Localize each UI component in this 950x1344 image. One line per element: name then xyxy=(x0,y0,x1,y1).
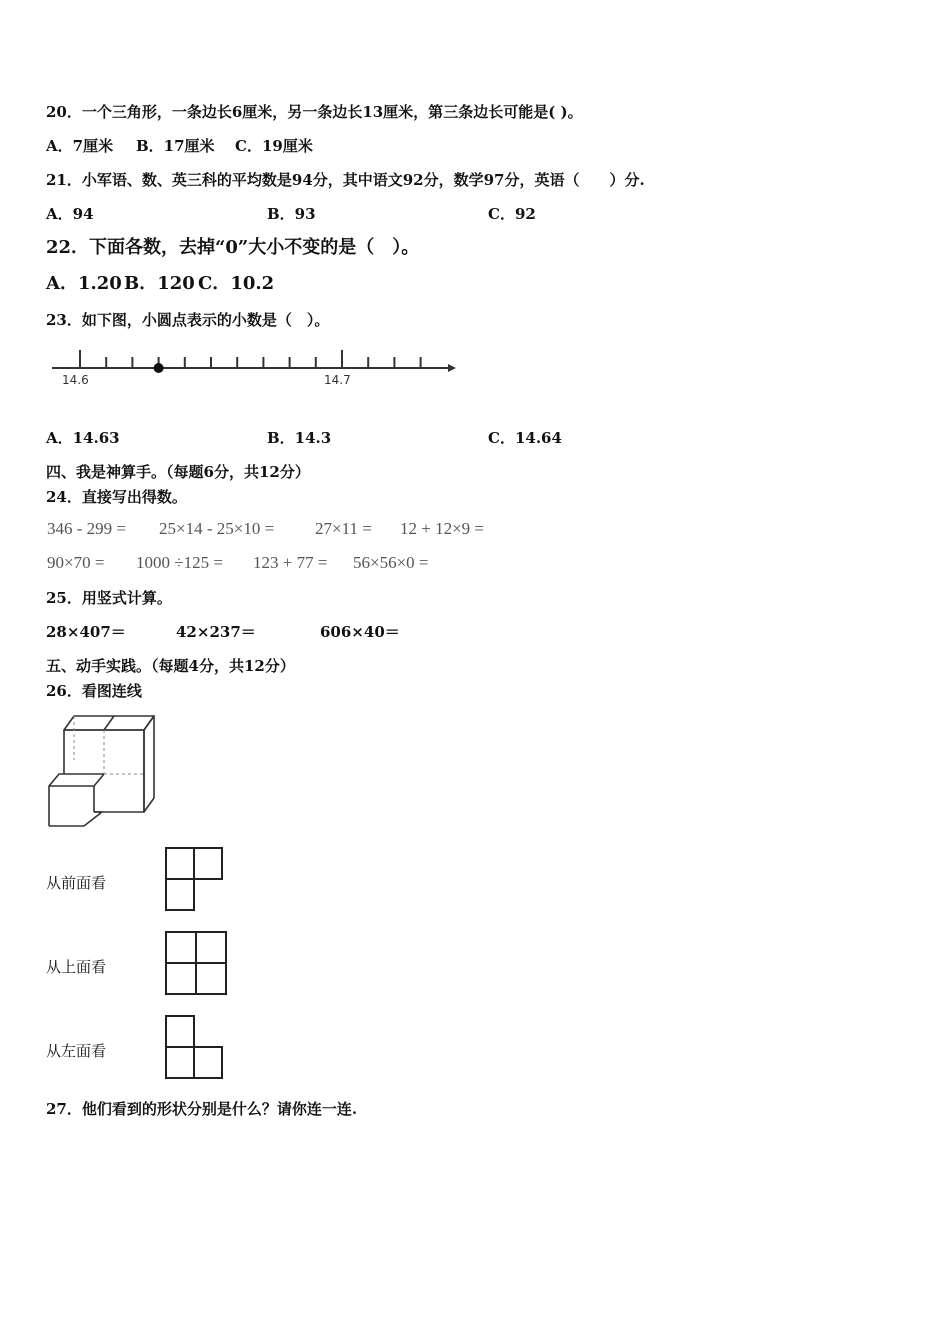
q20-stem: 20．一个三角形，一条边长6厘米，另一条边长13厘米，第三条边长可能是( )。 xyxy=(46,103,583,121)
q26-stem: 26．看图连线 xyxy=(46,682,142,700)
q23-option-b: B．14.3 xyxy=(267,429,332,447)
q22-option-a: A．1.20 xyxy=(46,273,122,294)
q25-stem: 25．用竖式计算。 xyxy=(46,589,172,607)
number-line-end-label: 14.7 xyxy=(324,373,351,387)
q20-option-c: C．19厘米 xyxy=(235,137,313,155)
q25-item: 42×237＝ xyxy=(176,623,256,641)
q24-calc: 25×14 - 25×10 = xyxy=(159,519,275,538)
top-view-shape xyxy=(164,930,228,996)
q22-option-c: C．10.2 xyxy=(198,273,275,294)
q23-option-a: A．14.63 xyxy=(46,429,120,447)
q22-stem: 22．下面各数，去掉“0”大小不变的是（ ）。 xyxy=(46,237,420,258)
q24-calc: 1000 ÷125 = xyxy=(136,553,223,572)
q21-option-a: A．94 xyxy=(46,205,94,223)
number-line-ticks xyxy=(80,350,421,368)
q21-stem: 21．小军语、数、英三科的平均数是94分，其中语文92分，数学97分，英语（ ）分. xyxy=(46,171,645,189)
section5-title: 五、动手实践。（每题4分，共12分） xyxy=(46,657,295,675)
q20-option-b: B．17厘米 xyxy=(136,137,215,155)
number-line-arrow-icon xyxy=(448,364,456,372)
view-label-front: 从前面看 xyxy=(46,874,107,892)
q25-item: 28×407＝ xyxy=(46,623,126,641)
q24-calc: 27×11 = xyxy=(315,519,372,538)
number-line-start-label: 14.6 xyxy=(62,373,89,387)
q24-calc: 346 - 299 = xyxy=(47,519,126,538)
q24-calc: 12 + 12×9 = xyxy=(400,519,485,538)
q27-stem: 27．他们看到的形状分别是什么？请你连一连. xyxy=(46,1100,358,1118)
number-line-dot xyxy=(154,363,164,373)
cube-figure xyxy=(44,712,159,830)
q20-option-a: A．7厘米 xyxy=(46,137,114,155)
q23-option-c: C．14.64 xyxy=(488,429,562,447)
view-label-left: 从左面看 xyxy=(46,1042,107,1060)
q21-option-b: B．93 xyxy=(267,205,316,223)
q25-item: 606×40＝ xyxy=(320,623,400,641)
front-view-shape xyxy=(164,846,224,912)
q24-stem: 24．直接写出得数。 xyxy=(46,488,187,506)
q23-stem: 23．如下图，小圆点表示的小数是（ ）。 xyxy=(46,311,330,329)
section4-title: 四、我是神算手。（每题6分，共12分） xyxy=(46,463,310,481)
q24-calc: 56×56×0 = xyxy=(353,553,429,572)
q24-calc: 90×70 = xyxy=(47,553,105,572)
q21-option-c: C．92 xyxy=(488,205,536,223)
q22-option-b: B．120 xyxy=(124,273,195,294)
view-label-top: 从上面看 xyxy=(46,958,107,976)
q24-calc: 123 + 77 = xyxy=(253,553,328,572)
left-view-shape xyxy=(164,1014,224,1080)
